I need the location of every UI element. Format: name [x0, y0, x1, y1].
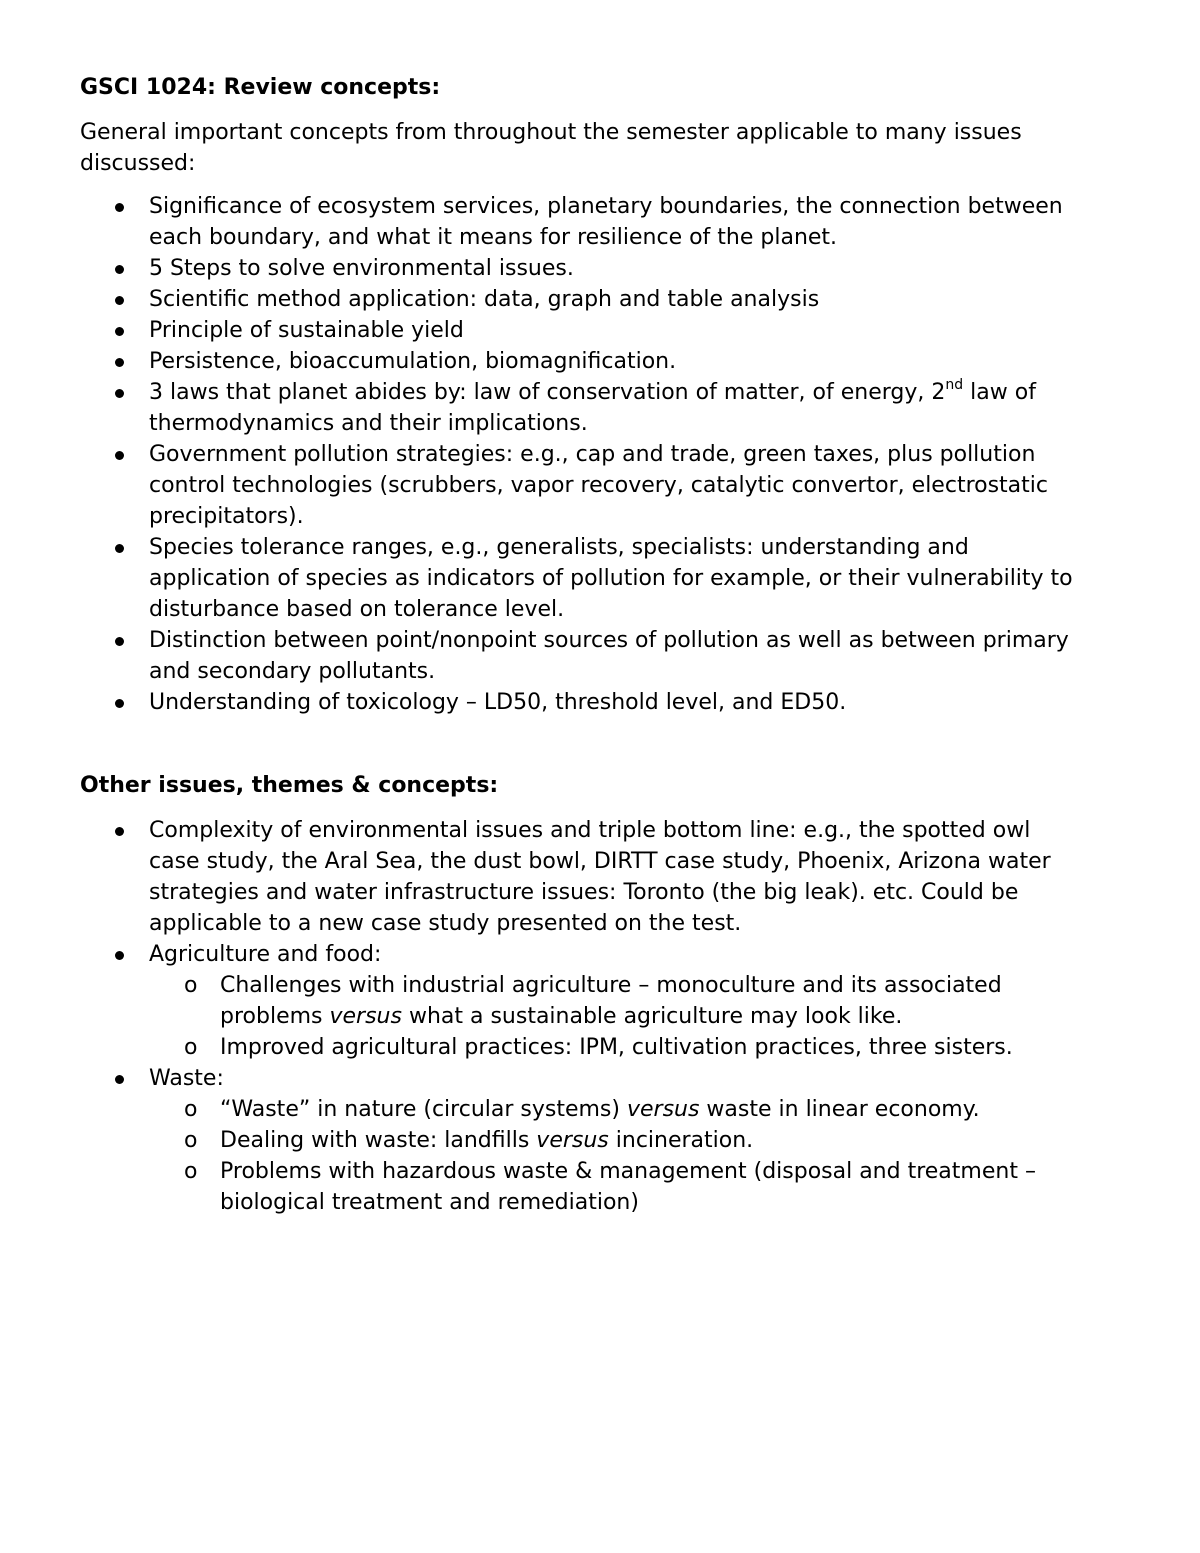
list-item-text: Waste:	[149, 1066, 224, 1091]
sub-list-item	[149, 1125, 1080, 1156]
other-issues-list	[80, 815, 1080, 1218]
document-page	[80, 72, 1080, 1218]
list-item-text: 5 Steps to solve environmental issues.	[149, 256, 574, 281]
list-item	[80, 377, 1080, 439]
sub-item-text: Problems with hazardous waste & management (disposal and treatment – biological treatment and remediation)	[220, 1159, 1036, 1215]
list-item-text-post: law of thermodynamics and their implications.	[149, 380, 1036, 436]
list-item-text: Distinction between point/nonpoint sources of pollution as well as between primary and secondary pollutants.	[149, 628, 1069, 684]
list-item-text: Scientific method application: data, graph and table analysis	[149, 287, 820, 312]
list-item-text: Principle of sustainable yield	[149, 318, 464, 343]
general-concepts-list	[80, 191, 1080, 718]
sub-item-text-post: incineration.	[608, 1128, 754, 1153]
list-item	[80, 191, 1080, 253]
list-item	[80, 687, 1080, 718]
section-heading: Other issues, themes & concepts:	[80, 773, 499, 798]
list-item	[80, 346, 1080, 377]
sub-list-item	[149, 1156, 1080, 1218]
list-item	[80, 939, 1080, 1063]
list-item-text: Significance of ecosystem services, planetary boundaries, the connection between each boundary, and what it means for resilience of the planet.	[149, 194, 1063, 250]
list-item-text: Government pollution strategies: e.g., cap and trade, green taxes, plus pollution control technologies (scrubbers, vapor recovery, catalytic convertor, electrostatic precipitators).	[149, 442, 1048, 529]
sub-list-item	[149, 1094, 1080, 1125]
sub-item-text: Improved agricultural practices: IPM, cultivation practices, three sisters.	[220, 1035, 1013, 1060]
circle-bullet-icon: o	[184, 1035, 198, 1060]
circle-bullet-icon: o	[184, 1159, 198, 1184]
circle-bullet-icon: o	[184, 1097, 198, 1122]
sub-item-text-pre: Challenges with industrial agriculture – monoculture and its associated problems	[220, 973, 1002, 1029]
list-item	[80, 625, 1080, 687]
list-item-text: Agriculture and food:	[149, 942, 382, 967]
sub-list	[149, 970, 1080, 1063]
list-item	[80, 439, 1080, 532]
list-item-text: Persistence, bioaccumulation, biomagnification.	[149, 349, 677, 374]
document-title: GSCI 1024: Review concepts:	[80, 75, 441, 100]
list-item	[80, 815, 1080, 939]
list-item-text: Complexity of environmental issues and triple bottom line: e.g., the spotted owl case study, the Aral Sea, the dust bowl, DIRTT case study, Phoenix, Arizona water strategies and water infrastructure issues: Toronto (the big leak). etc. Could be applicable to a new case study presented on the test.	[149, 818, 1051, 936]
list-item-text-pre: 3 laws that planet abides by: law of conservation of matter, of energy, 2	[149, 380, 946, 405]
list-item	[80, 315, 1080, 346]
list-item-text: Understanding of toxicology – LD50, threshold level, and ED50.	[149, 690, 847, 715]
ordinal-superscript: nd	[945, 377, 964, 393]
sub-item-emphasis: versus	[329, 1004, 402, 1029]
list-item	[80, 253, 1080, 284]
circle-bullet-icon: o	[184, 1128, 198, 1153]
sub-item-text-post: what a sustainable agriculture may look like.	[401, 1004, 903, 1029]
sub-list	[149, 1094, 1080, 1218]
list-item-text: Species tolerance ranges, e.g., generalists, specialists: understanding and application of species as indicators of pollution for example, or their vulnerability to disturbance based on tolerance level.	[149, 535, 1073, 622]
list-item	[80, 532, 1080, 625]
circle-bullet-icon: o	[184, 973, 198, 998]
sub-item-emphasis: versus	[626, 1097, 700, 1122]
sub-item-emphasis: versus	[536, 1128, 609, 1153]
sub-item-text-pre: Dealing with waste: landfills	[220, 1128, 537, 1153]
sub-item-text-post: waste in linear economy.	[699, 1097, 980, 1122]
sub-list-item	[149, 1032, 1080, 1063]
sub-list-item	[149, 970, 1080, 1032]
list-item	[80, 284, 1080, 315]
sub-item-text-pre: “Waste” in nature (circular systems)	[220, 1097, 627, 1122]
list-item	[80, 1063, 1080, 1218]
intro-paragraph: General important concepts from throughout the semester applicable to many issues discussed:	[80, 120, 1022, 176]
